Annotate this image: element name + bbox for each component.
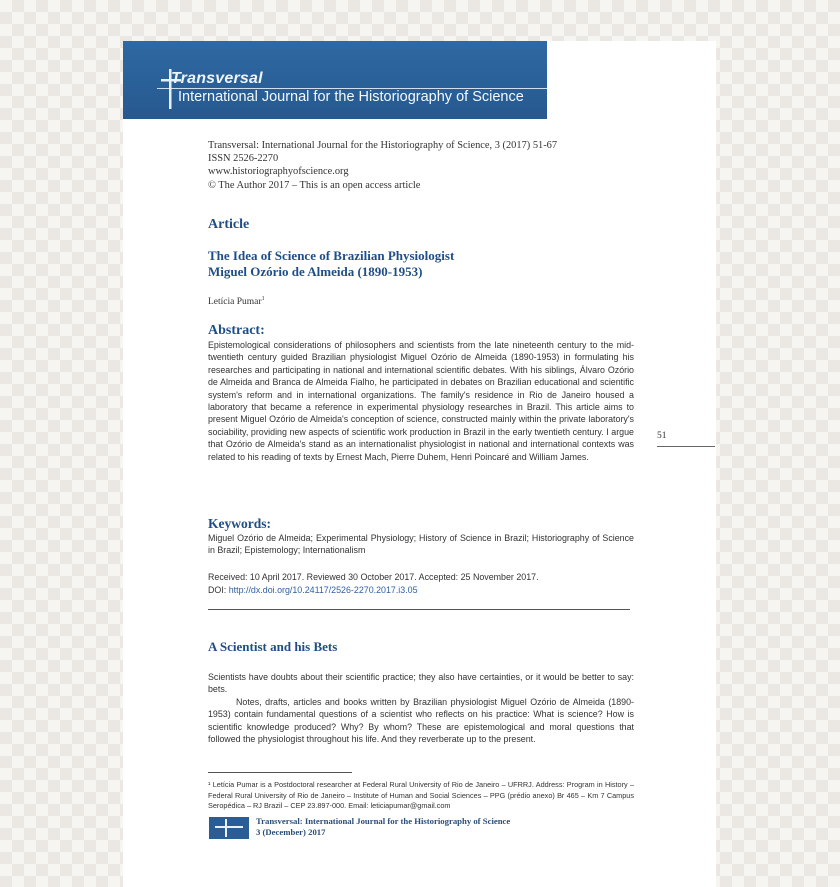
- body-paragraph-2: Notes, drafts, articles and books written by Brazilian physiologist Miguel Ozório de Almeida (1890-1953) contain fundamental questions of a scientist who reflects on his practice: What is science? How is scientific knowledge produced? Why? By whom? These are epistemological and moral questions that followed the physiologist throughout his life. And they reverberate up to the present.: [208, 696, 634, 745]
- footer-line-1: Transversal: International Journal for the Historiography of Science: [256, 816, 511, 826]
- footer-line-2: 3 (December) 2017: [256, 827, 326, 837]
- citation-line: Transversal: International Journal for the Historiography of Science, 3 (2017) 51-67: [208, 140, 558, 151]
- keywords-text: Miguel Ozório de Almeida; Experimental Physiology; History of Science in Brazil; Historiography of Science in Brazil; Epistemology; Internationalism: [208, 533, 634, 556]
- dates-line: Received: 10 April 2017. Reviewed 30 October 2017. Accepted: 25 November 2017.: [208, 572, 539, 582]
- copyright-line: © The Author 2017 – This is an open access article: [208, 179, 421, 191]
- citation-meta: [208, 139, 557, 192]
- author-name: Letícia Pumar: [208, 297, 262, 308]
- paper-page: [123, 41, 716, 887]
- issn-line: ISSN 2526-2270: [208, 153, 279, 165]
- page-number: 51: [657, 431, 667, 441]
- doi-link[interactable]: http://dx.doi.org/10.24117/2526-2270.2017.i3.05: [228, 585, 418, 595]
- footnote-rule: [208, 772, 352, 773]
- title-line-1: The Idea of Science of Brazilian Physiologist: [208, 248, 455, 263]
- footer-journal: [256, 816, 510, 838]
- footnote-text: ¹ Letícia Pumar is a Postdoctoral researcher at Federal Rural University of Rio de Janeiro – UFRRJ. Address: Program in History – Federal Rural University of Rio de Janeiro – Institute of Human and Social Sciences – PPG (prédio anexo) Br 465 – Km 7 Campus Seropédica – RJ Brazil – CEP 23.897-000. Email: leticiapumar@gmail.com: [208, 780, 634, 811]
- keywords-heading: Keywords:: [208, 516, 271, 531]
- section-heading: A Scientist and his Bets: [208, 639, 338, 654]
- article-title: [208, 248, 454, 280]
- article-label: Article: [208, 217, 250, 232]
- section-body: [208, 671, 634, 745]
- website-line: www.historiographyofscience.org: [208, 166, 349, 178]
- banner-journal-short: Transversal: [171, 70, 263, 87]
- journal-banner: [123, 41, 547, 119]
- section-separator: [208, 609, 630, 610]
- banner-journal-full: International Journal for the Historiography of Science: [178, 89, 524, 105]
- footer-logo: [209, 817, 249, 839]
- title-line-2: Miguel Ozório de Almeida (1890-1953): [208, 264, 423, 279]
- doi-line: [208, 584, 539, 597]
- page-number-rule: [657, 446, 715, 447]
- doi-label: DOI:: [208, 585, 229, 595]
- abstract-text: Epistemological considerations of philosophers and scientists from the late nineteenth century to the mid-twentieth century guided Brazilian physiologist Miguel Ozório de Almeida (1890-1953) in formulating his researches and participating in national and international scientific debates. With his siblings, Álvaro Ozório de Almeida and Branca de Almeida Fialho, he participated in debates on Brazilian educational and scientific system's reform and in international organizations. The family's residence in Rio de Janeiro housed a laboratory that became a reference in experimental physiology researches in Brazil. This article aims to present Miguel Ozório de Almeida's conception of science, constructed mainly within the private laboratory's sociability, providing new aspects of scientific work production in Brazil in the early twentieth century. I argue that Ozório de Almeida's stand as an internationalist physiologist in national and international contexts was related to his reading of texts by Ernest Mach, Pierre Duhem, Henri Poincaré and William James.: [208, 340, 634, 462]
- author-footnote-mark[interactable]: 1: [261, 296, 265, 302]
- footer-cross-icon: [209, 817, 249, 839]
- author-line: [208, 296, 265, 307]
- abstract-heading: Abstract:: [208, 323, 265, 338]
- body-paragraph-1: Scientists have doubts about their scientific practice; they also have certainties, or it would be better to say: bets.: [208, 672, 634, 695]
- dates-block: [208, 571, 539, 597]
